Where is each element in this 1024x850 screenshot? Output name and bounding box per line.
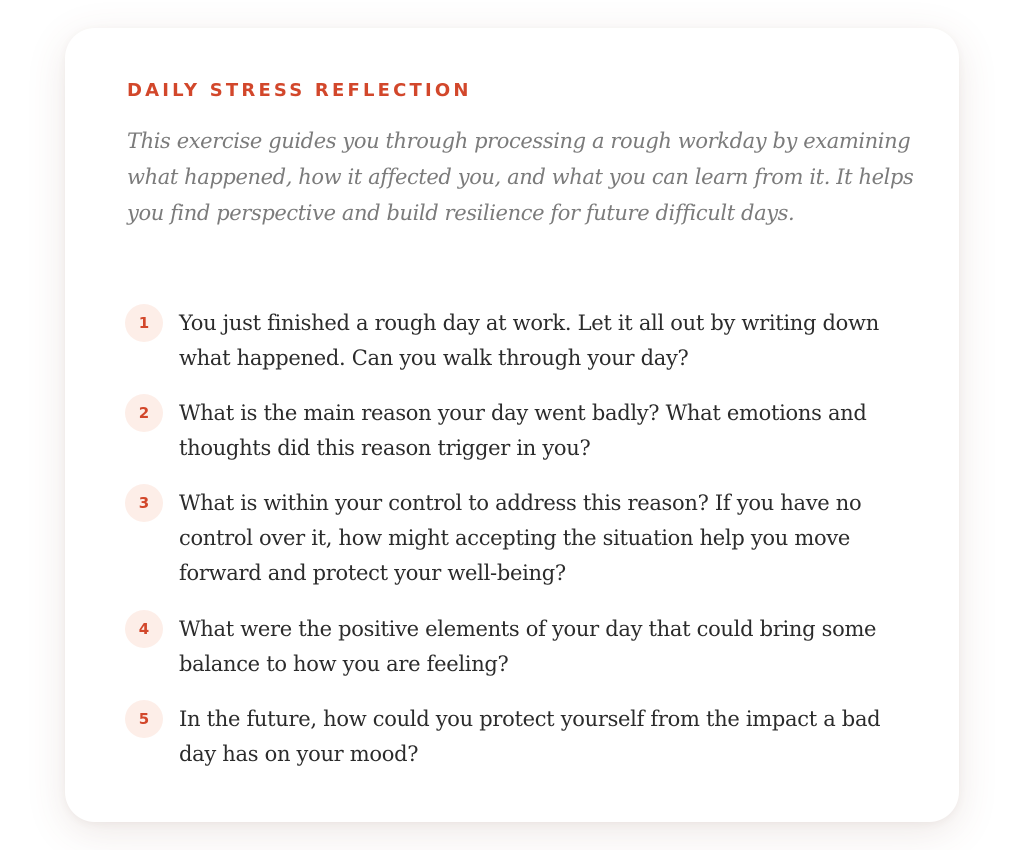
step-number-badge: 5 (125, 700, 163, 738)
step-number-badge: 3 (125, 484, 163, 522)
card-intro: This exercise guides you through processing a rough workday by examining what happened, how it affected you, and what you can learn from it. It helps you find perspective and build resilience for future difficult days. (127, 129, 914, 225)
step-text: What is the main reason your day went badly? What emotions and thoughts did this reason trigger in you? (179, 401, 867, 460)
step-text: What is within your control to address this reason? If you have no control over it, how might accepting the situation help you move forward and protect your well-being? (179, 491, 862, 585)
step-number-badge: 4 (125, 610, 163, 648)
step-text: What were the positive elements of your day that could bring some balance to how you are feeling? (179, 617, 877, 676)
step-text: You just finished a rough day at work. Let it all out by writing down what happened. Can you walk through your day? (179, 311, 879, 370)
step-text: In the future, how could you protect yourself from the impact a bad day has on your mood? (179, 707, 881, 766)
card-title: DAILY STRESS REFLECTION (127, 80, 472, 101)
step-number-badge: 2 (125, 394, 163, 432)
step-number-badge: 1 (125, 304, 163, 342)
reflection-card (65, 28, 959, 822)
